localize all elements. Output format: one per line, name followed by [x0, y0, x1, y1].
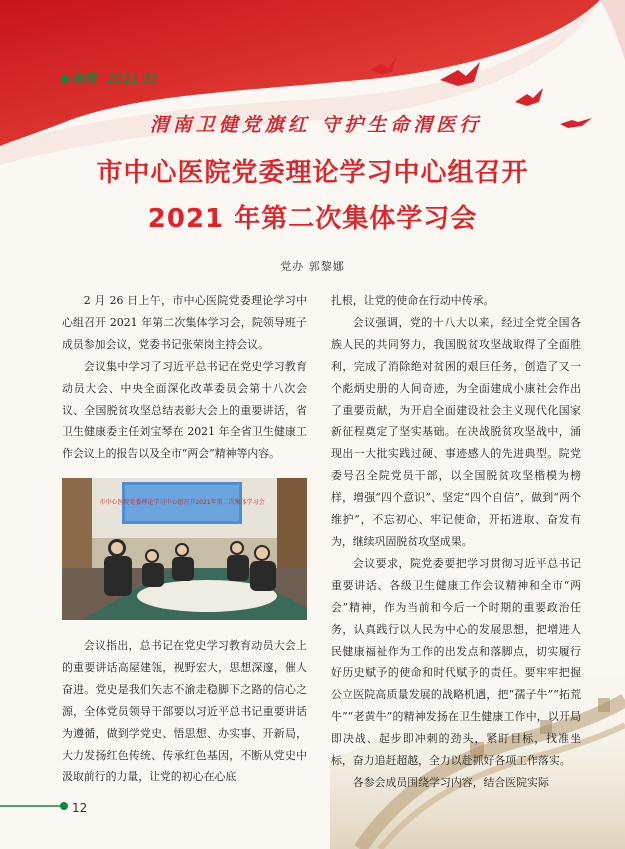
magazine-name: 医苑 — [72, 72, 97, 86]
paragraph: 会议要求，院党委要把学习贯彻习近平总书记重要讲话、各级卫生健康工作会议精神和全市“两会”精神，作为当前和今后一个时期的重要政治任务，认真践行以人民为中心的发展思想，把增进人民健康福祉作为工作的出发点和落脚点，切实履行好历史赋予的使命和时代赋予的责任。要牢牢把握公立医院高质量发展的战略机遇，把“孺子牛”“拓荒牛”“老黄牛”的精神发扬在卫生健康工作中，以开局即决战、起步即冲刺的劲头，紧盯目标，找准坐标，奋力追赶超越，全力以赴抓好各项工作落实。 — [331, 556, 581, 768]
meeting-photo — [62, 478, 307, 620]
byline: 党办 郭黎娜 — [280, 260, 345, 273]
paragraph: 扎根，让党的使命在行动中传承。 — [331, 294, 495, 307]
paragraph: 会议强调，党的十八大以来，经过全党全国各族人民的共同努力，我国脱贫攻坚战取得了全面胜利，完成了消除绝对贫困的艰巨任务，创造了又一个彪炳史册的人间奇迹，为全面建成小康社会作出了重要贡献，为开启全面建设社会主义现代化国家新征程奠定了坚实基础。在决战脱贫攻坚战中，涌现出一大批实践过硬、事迹感人的先进典型。院党委号召全院党员干部，以全国脱贫攻坚楷模为榜样，增强“四个意识”、坚定“四个自信”，做到“两个维护”，不忘初心、牢记使命，开拓进取、奋发有为，继续巩固脱贫攻坚成果。 — [331, 315, 581, 548]
page-header — [72, 70, 157, 87]
right-column — [331, 290, 581, 794]
screen-caption: 市中心医院党委理论学习中心组召开2021年第二次集体学习会 — [99, 499, 265, 506]
banner-text: 渭南卫健党旗红 守护生命渭医行 — [149, 113, 483, 136]
paragraph: 会议集中学习了习近平总书记在党史学习教育动员大会、中央全面深化改革委员会第十八次会议、全国脱贫攻坚总结表彰大会上的重要讲话，省卫生健康委主任刘宝琴在 2021 年全省卫生健康工作会议上的报告以及全市“两会”精神等内容。 — [62, 359, 307, 461]
section-banner — [100, 110, 532, 136]
header-dot — [61, 75, 69, 83]
paragraph: 各参会成员围绕学习内容，结合医院实际 — [352, 775, 549, 789]
left-column-top — [62, 290, 307, 465]
paragraph: 会议指出，总书记在党史学习教育动员大会上的重要讲话高屋建瓴，视野宏大，思想深邃，催人奋进。党史是我们矢志不渝走稳脚下之路的信心之源，全体党员领导干部要以习近平总书记重要讲话为遵循，做到学党史、悟思想、办实事、开新局，大力发扬红色传统、传承红色基因，不断从党史中汲取前行的力量，让党的初心在心底 — [62, 639, 307, 784]
page-number: 12 — [72, 801, 88, 815]
article-title-line2: 2021 年第二次集体学习会 — [147, 204, 478, 234]
footer-dot — [60, 802, 68, 810]
paragraph: 2 月 26 日上午，市中心医院党委理论学习中心组召开 2021 年第二次集体学习会，院领导班子成员参加会议，党委书记张荣岗主持会议。 — [62, 294, 307, 351]
left-column-bottom — [62, 635, 307, 788]
article-title-line1: 市中心医院党委理论学习中心组召开 — [96, 158, 529, 188]
issue-date: 2021.03 — [107, 72, 158, 86]
